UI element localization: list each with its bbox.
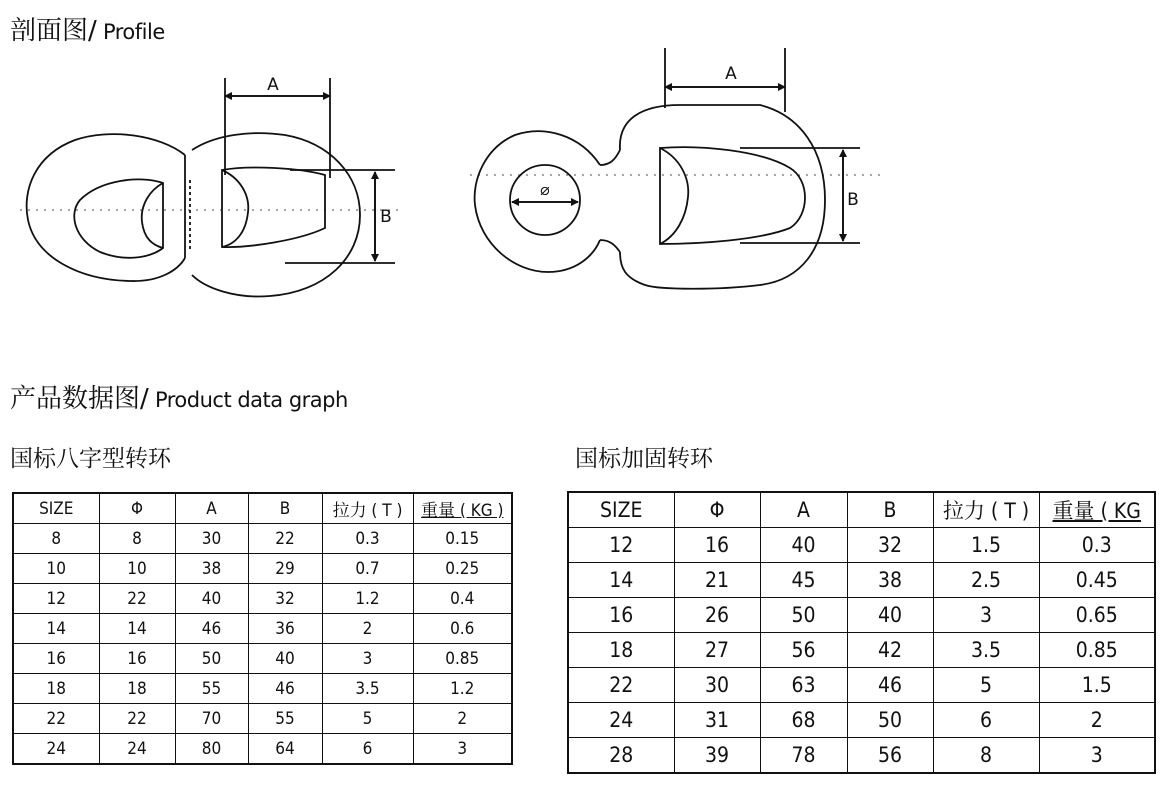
table-row <box>13 584 512 614</box>
table-cell: 22 <box>568 668 674 703</box>
right-table-title: 国标加固转环 <box>575 446 713 472</box>
table-row <box>568 703 1155 738</box>
table-row <box>13 644 512 674</box>
table-cell: 6 <box>933 703 1039 738</box>
table-row <box>568 633 1155 668</box>
table-row <box>568 528 1155 563</box>
header-a: A <box>760 492 847 528</box>
table-cell: 1.2 <box>322 584 413 614</box>
table-cell: 0.7 <box>322 554 413 584</box>
table-cell: 21 <box>674 563 760 598</box>
table-cell: 50 <box>175 644 248 674</box>
table-cell: 56 <box>760 633 847 668</box>
table-row <box>568 668 1155 703</box>
reinforced-swivel-table <box>567 491 1156 774</box>
table-cell: 80 <box>175 734 248 765</box>
table-cell: 14 <box>568 563 674 598</box>
table-cell: 0.25 <box>413 554 512 584</box>
table-cell: 30 <box>674 668 760 703</box>
table-cell: 39 <box>674 738 760 774</box>
table-cell: 46 <box>248 674 322 704</box>
table-cell: 16 <box>13 644 99 674</box>
table-cell: 14 <box>99 614 175 644</box>
table-cell: 50 <box>760 598 847 633</box>
table-cell: 12 <box>568 528 674 563</box>
table-cell: 22 <box>99 584 175 614</box>
table-cell: 0.45 <box>1039 563 1155 598</box>
header-b: B <box>248 493 322 524</box>
table-cell: 3.5 <box>933 633 1039 668</box>
table-cell: 30 <box>175 524 248 554</box>
table-row <box>13 674 512 704</box>
table-cell: 3 <box>1039 738 1155 774</box>
table-cell: 55 <box>248 704 322 734</box>
profile-drawings <box>0 0 1166 360</box>
table-cell: 40 <box>175 584 248 614</box>
table-cell: 40 <box>248 644 322 674</box>
table-cell: 16 <box>99 644 175 674</box>
table-cell: 12 <box>13 584 99 614</box>
table-header-row <box>568 492 1155 528</box>
table-cell: 2.5 <box>933 563 1039 598</box>
figure-eight-swivel-drawing <box>20 78 400 296</box>
product-data-heading <box>10 378 348 415</box>
table-cell: 40 <box>847 598 933 633</box>
table-cell: 0.15 <box>413 524 512 554</box>
table-cell: 22 <box>13 704 99 734</box>
table-cell: 27 <box>674 633 760 668</box>
table-cell: 3 <box>933 598 1039 633</box>
table-cell: 18 <box>13 674 99 704</box>
table-cell: 18 <box>568 633 674 668</box>
table-cell: 0.3 <box>1039 528 1155 563</box>
table-cell: 1.5 <box>933 528 1039 563</box>
product-heading-en: Product data graph <box>148 388 348 412</box>
table-cell: 10 <box>99 554 175 584</box>
header-phi: Φ <box>674 492 760 528</box>
table-cell: 0.6 <box>413 614 512 644</box>
table-cell: 45 <box>760 563 847 598</box>
table-cell: 24 <box>13 734 99 765</box>
left-drawing-label-b: B <box>380 207 392 227</box>
header-phi: Φ <box>99 493 175 524</box>
table-cell: 28 <box>568 738 674 774</box>
table-cell: 36 <box>248 614 322 644</box>
table-cell: 46 <box>175 614 248 644</box>
table-cell: 22 <box>99 704 175 734</box>
table-cell: 2 <box>1039 703 1155 738</box>
profile-heading-en: Profile <box>96 20 165 44</box>
table-cell: 32 <box>248 584 322 614</box>
table-cell: 22 <box>248 524 322 554</box>
table-row <box>13 704 512 734</box>
table-cell: 14 <box>13 614 99 644</box>
header-size: SIZE <box>568 492 674 528</box>
table-cell: 8 <box>99 524 175 554</box>
right-table-body <box>568 528 1155 774</box>
table-cell: 0.4 <box>413 584 512 614</box>
left-drawing-label-a: A <box>267 75 279 95</box>
profile-heading-cn: 剖面图/ <box>10 16 97 46</box>
table-cell: 5 <box>322 704 413 734</box>
table-cell: 8 <box>13 524 99 554</box>
header-size: SIZE <box>13 493 99 524</box>
header-weight <box>1039 492 1155 528</box>
left-table-title: 国标八字型转环 <box>10 446 171 472</box>
table-cell: 68 <box>760 703 847 738</box>
table-cell: 64 <box>248 734 322 765</box>
table-cell: 46 <box>847 668 933 703</box>
table-cell: 29 <box>248 554 322 584</box>
table-cell: 2 <box>322 614 413 644</box>
table-row <box>13 614 512 644</box>
table-cell: 18 <box>99 674 175 704</box>
table-cell: 24 <box>99 734 175 765</box>
table-cell: 42 <box>847 633 933 668</box>
right-drawing-label-b: B <box>847 190 859 210</box>
table-cell: 5 <box>933 668 1039 703</box>
header-weight-text: 重量 ( KG <box>1052 499 1141 523</box>
right-drawing-label-a: A <box>725 64 737 84</box>
figure-eight-swivel-table <box>12 492 513 765</box>
header-weight <box>413 493 512 524</box>
table-cell: 26 <box>674 598 760 633</box>
product-heading-cn: 产品数据图/ <box>10 384 149 414</box>
table-row <box>13 524 512 554</box>
table-cell: 31 <box>674 703 760 738</box>
table-cell: 1.2 <box>413 674 512 704</box>
table-header-row <box>13 493 512 524</box>
table-cell: 0.85 <box>413 644 512 674</box>
table-cell: 32 <box>847 528 933 563</box>
table-cell: 0.65 <box>1039 598 1155 633</box>
table-row <box>568 563 1155 598</box>
table-cell: 55 <box>175 674 248 704</box>
table-cell: 10 <box>13 554 99 584</box>
header-tension: 拉力 ( T ) <box>322 493 413 524</box>
table-cell: 2 <box>413 704 512 734</box>
table-row <box>568 738 1155 774</box>
table-cell: 50 <box>847 703 933 738</box>
table-cell: 0.85 <box>1039 633 1155 668</box>
table-cell: 0.3 <box>322 524 413 554</box>
table-cell: 16 <box>568 598 674 633</box>
table-cell: 3.5 <box>322 674 413 704</box>
table-cell: 38 <box>175 554 248 584</box>
left-table-body <box>13 524 512 765</box>
header-b: B <box>847 492 933 528</box>
table-cell: 3 <box>413 734 512 765</box>
header-weight-text: 重量 ( KG ) <box>421 501 504 521</box>
table-cell: 78 <box>760 738 847 774</box>
table-row <box>568 598 1155 633</box>
table-row <box>13 554 512 584</box>
table-cell: 24 <box>568 703 674 738</box>
table-cell: 16 <box>674 528 760 563</box>
table-cell: 63 <box>760 668 847 703</box>
table-cell: 1.5 <box>1039 668 1155 703</box>
table-cell: 70 <box>175 704 248 734</box>
table-cell: 8 <box>933 738 1039 774</box>
table-cell: 56 <box>847 738 933 774</box>
table-cell: 40 <box>760 528 847 563</box>
reinforced-swivel-drawing <box>470 48 880 289</box>
table-cell: 6 <box>322 734 413 765</box>
header-tension: 拉力 ( T ) <box>933 492 1039 528</box>
table-row <box>13 734 512 765</box>
header-a: A <box>175 493 248 524</box>
table-cell: 3 <box>322 644 413 674</box>
right-drawing-label-phi: ⌀ <box>540 180 550 199</box>
table-cell: 38 <box>847 563 933 598</box>
